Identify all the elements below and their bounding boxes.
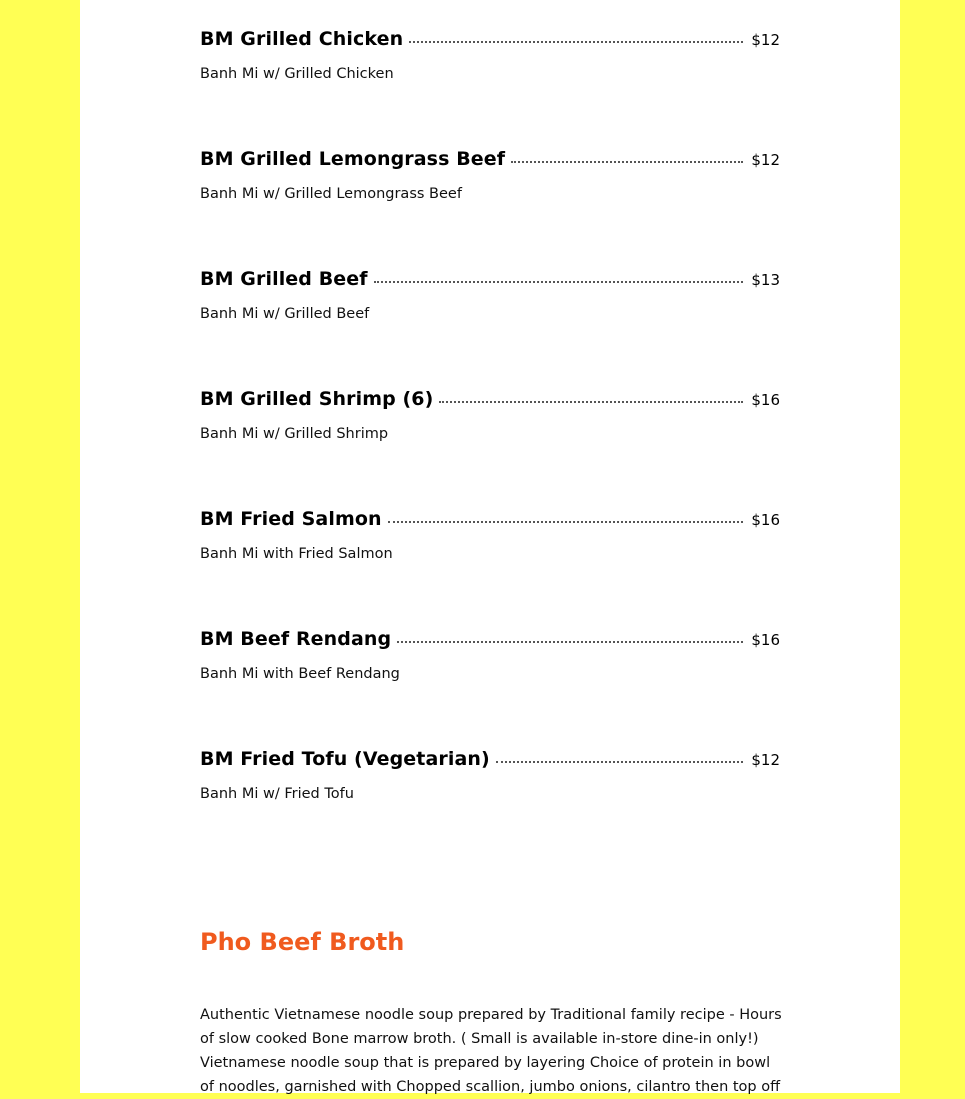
menu-item-description: Banh Mi w/ Grilled Shrimp — [200, 426, 389, 442]
menu-item-description: Banh Mi w/ Fried Tofu — [200, 786, 354, 802]
menu-item-header — [200, 508, 780, 536]
menu-item-name: BM Grilled Lemongrass Beef — [200, 148, 506, 170]
menu-item-price: $16 — [751, 391, 780, 409]
menu-item-beef-rendang — [200, 628, 780, 748]
menu-item-header — [200, 628, 780, 656]
menu-item-name: BM Beef Rendang — [200, 628, 392, 650]
dotted-leader — [439, 401, 743, 403]
menu-item-header — [200, 388, 780, 416]
menu-item-name: BM Fried Tofu (Vegetarian) — [200, 748, 490, 770]
dotted-leader — [496, 761, 744, 763]
menu-item-price: $12 — [751, 31, 780, 49]
menu-item-description: Banh Mi w/ Grilled Beef — [200, 306, 370, 322]
menu-item-price: $13 — [751, 271, 780, 289]
menu-item-description: Banh Mi w/ Grilled Chicken — [200, 66, 394, 82]
menu-item-grilled-lemongrass-beef — [200, 148, 780, 268]
menu-item-grilled-shrimp — [200, 388, 780, 508]
menu-item-price: $12 — [751, 151, 780, 169]
menu-item-grilled-chicken — [200, 28, 780, 148]
dotted-leader — [388, 521, 744, 523]
menu-item-name: BM Grilled Chicken — [200, 28, 404, 50]
menu-item-price: $12 — [751, 751, 780, 769]
menu-item-price: $16 — [751, 631, 780, 649]
menu-list — [200, 28, 780, 868]
menu-item-name: BM Fried Salmon — [200, 508, 382, 530]
section-title: Pho Beef Broth — [200, 928, 405, 956]
dotted-leader — [511, 161, 743, 163]
menu-item-description: Banh Mi with Fried Salmon — [200, 546, 393, 562]
menu-item-header — [200, 748, 780, 776]
dotted-leader — [374, 281, 744, 283]
menu-item-fried-tofu — [200, 748, 780, 868]
menu-item-header — [200, 268, 780, 296]
menu-panel — [80, 0, 900, 1093]
menu-item-header — [200, 148, 780, 176]
dotted-leader — [409, 41, 743, 43]
menu-item-header — [200, 28, 780, 56]
menu-item-fried-salmon — [200, 508, 780, 628]
menu-item-grilled-beef — [200, 268, 780, 388]
dotted-leader — [397, 641, 743, 643]
menu-item-name: BM Grilled Beef — [200, 268, 368, 290]
menu-item-description: Banh Mi w/ Grilled Lemongrass Beef — [200, 186, 462, 202]
menu-item-name: BM Grilled Shrimp (6) — [200, 388, 434, 410]
menu-item-price: $16 — [751, 511, 780, 529]
section-description: Authentic Vietnamese noodle soup prepared by Traditional family recipe - Hours of slow cooked Bone marrow broth. ( Small is available in-store dine-in only!) Vietnamese noodle soup that is prepared by layering Choice of protein in bowl of noodles, garnished with Chopped scallion, jumbo onions, cilantro then top off — [200, 1007, 782, 1095]
menu-item-description: Banh Mi with Beef Rendang — [200, 666, 400, 682]
